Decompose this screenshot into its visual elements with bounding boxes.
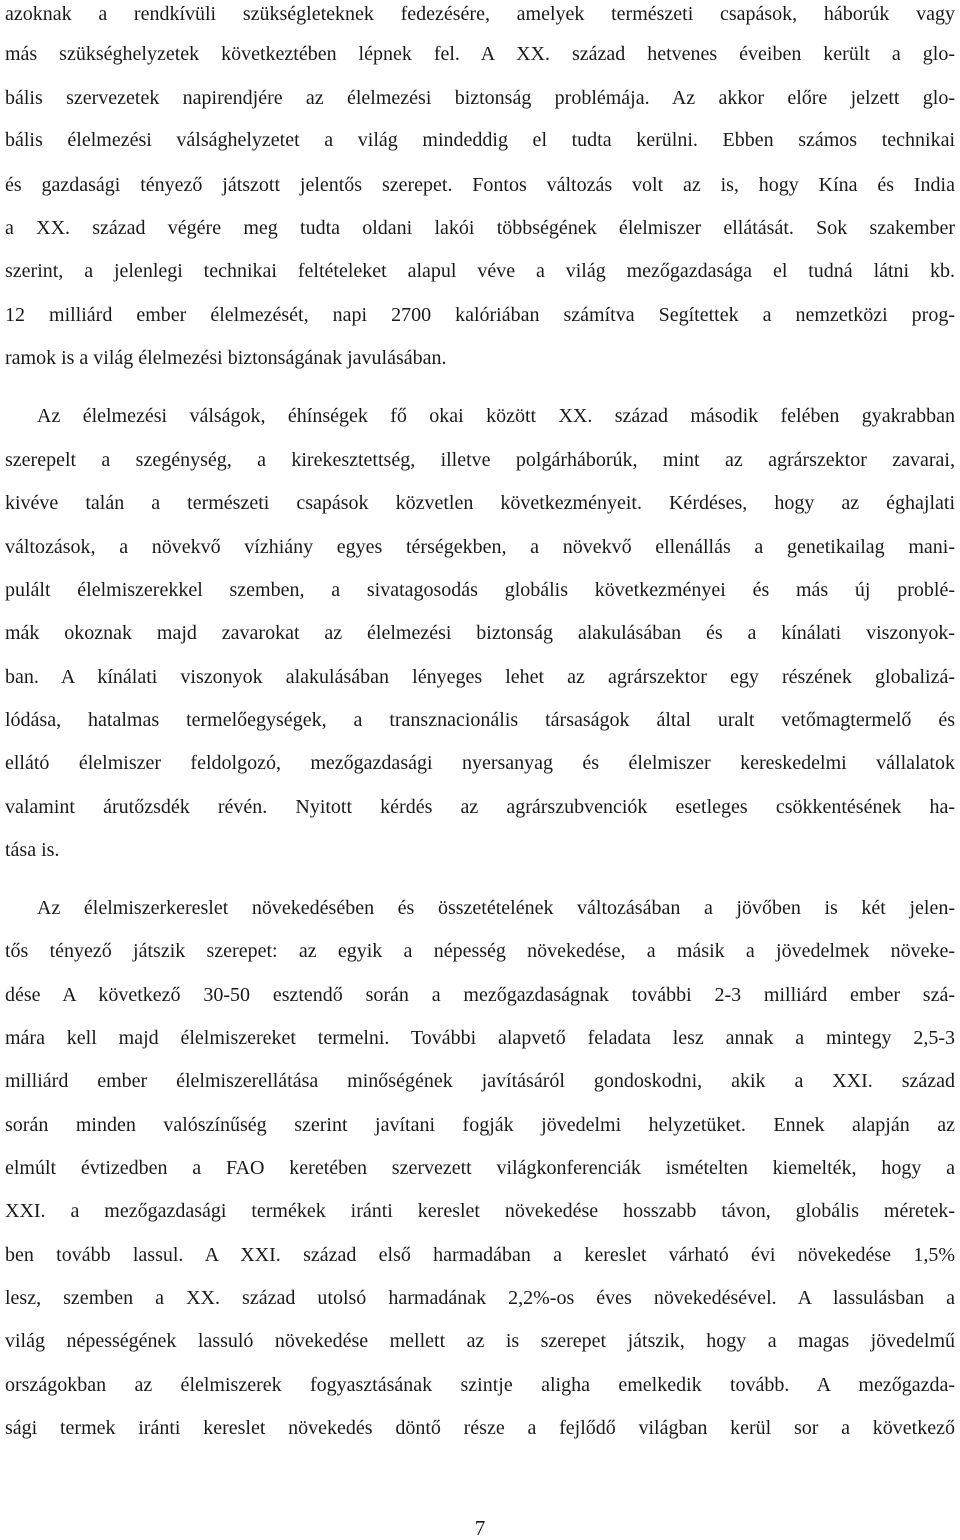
text-line: mák okoznak majd zavarokat az élelmezési biztonság alakulásában és a kínálati viszonyok- xyxy=(5,622,955,644)
text-line: világ népességének lassuló növekedése mellett az is szerepet játszik, hogy a magas jövedelmű xyxy=(5,1330,955,1352)
text-line: szerint, a jelenlegi technikai feltételeket alapul véve a világ mezőgazdasága el tudná látni kb. xyxy=(5,260,955,282)
text-line: a XX. század végére meg tudta oldani lakói többségének élelmiszer ellátását. Sok szakember xyxy=(5,217,955,239)
text-line: sági termek iránti kereslet növekedés döntő része a fejlődő világban kerül sor a következő xyxy=(5,1417,955,1439)
text-line: bális szervezetek napirendjére az élelmezési biztonság problémája. Az akkor előre jelzett glo- xyxy=(5,87,955,109)
text-line: ben tovább lassul. A XXI. század első harmadában a kereslet várható évi növekedése 1,5% xyxy=(5,1244,955,1266)
text-line: ramok is a világ élelmezési biztonságának javulásában. xyxy=(5,347,447,369)
text-line: változások, a növekvő vízhiány egyes térségekben, a növekvő ellenállás a genetikailag mani- xyxy=(5,536,955,558)
text-line: tása is. xyxy=(5,839,60,861)
text-line: ban. A kínálati viszonyok alakulásában lényeges lehet az agrárszektor egy részének globalizá- xyxy=(5,666,955,688)
text-line: Az élelmezési válságok, éhínségek fő okai között XX. század második felében gyakrabban xyxy=(37,405,955,427)
text-line: azoknak a rendkívüli szükségleteknek fedezésére, amelyek természeti csapások, háborúk vagy xyxy=(5,3,955,25)
text-line: lesz, szemben a XX. század utolsó harmadának 2,2%-os éves növekedésével. A lassulásban a xyxy=(5,1287,955,1309)
text-line: elmúlt évtizedben a FAO keretében szervezett világkonferenciák ismételten kiemelték, hogy a xyxy=(5,1157,955,1179)
page-number: 7 xyxy=(474,1516,486,1540)
text-line: mára kell majd élelmiszereket termelni. További alapvető feladata lesz annak a mintegy 2,5-3 xyxy=(5,1027,955,1049)
text-line: és gazdasági tényező játszott jelentős szerepet. Fontos változás volt az is, hogy Kína és India xyxy=(5,174,955,196)
text-line: során minden valószínűség szerint javítani fogják jövedelmi helyzetüket. Ennek alapján az xyxy=(5,1114,955,1136)
text-line: dése A következő 30-50 esztendő során a mezőgazdaságnak további 2-3 milliárd ember szá- xyxy=(5,984,955,1006)
text-line: pulált élelmiszerekkel szemben, a sivatagosodás globális következményei és más új problé- xyxy=(5,579,955,601)
text-line: valamint árutőzsdék révén. Nyitott kérdés az agrárszubvenciók esetleges csökkentésének ha- xyxy=(5,796,955,818)
text-line: ellátó élelmiszer feldolgozó, mezőgazdasági nyersanyag és élelmiszer kereskedelmi vállalatok xyxy=(5,752,955,774)
text-line: Az élelmiszerkereslet növekedésében és összetételének változásában a jövőben is két jelen- xyxy=(37,897,955,919)
text-line: bális élelmezési válsághelyzetet a világ mindeddig el tudta kerülni. Ebben számos technikai xyxy=(5,129,955,151)
text-line: országokban az élelmiszerek fogyasztásának szintje aligha emelkedik tovább. A mezőgazda- xyxy=(5,1374,955,1396)
text-line: más szükséghelyzetek következtében lépnek fel. A XX. század hetvenes éveiben került a glo- xyxy=(5,43,955,65)
text-line: 12 milliárd ember élelmezését, napi 2700 kalóriában számítva Segítettek a nemzetközi prog- xyxy=(5,304,955,326)
text-line: XXI. a mezőgazdasági termékek iránti kereslet növekedése hosszabb távon, globális méretek- xyxy=(5,1200,955,1222)
text-line: kivéve talán a természeti csapások közvetlen következményeit. Kérdéses, hogy az éghajlati xyxy=(5,492,955,514)
text-line: milliárd ember élelmiszerellátása minőségének javításáról gondoskodni, akik a XXI. század xyxy=(5,1070,955,1092)
text-line: szerepelt a szegénység, a kirekesztettség, illetve polgárháborúk, mint az agrárszektor zavarai, xyxy=(5,449,955,471)
text-line: tős tényező játszik szerepet: az egyik a népesség növekedése, a másik a jövedelmek növeke- xyxy=(5,940,955,962)
text-line: lódása, hatalmas termelőegységek, a transznacionális társaságok által uralt vetőmagtermelő és xyxy=(5,709,955,731)
